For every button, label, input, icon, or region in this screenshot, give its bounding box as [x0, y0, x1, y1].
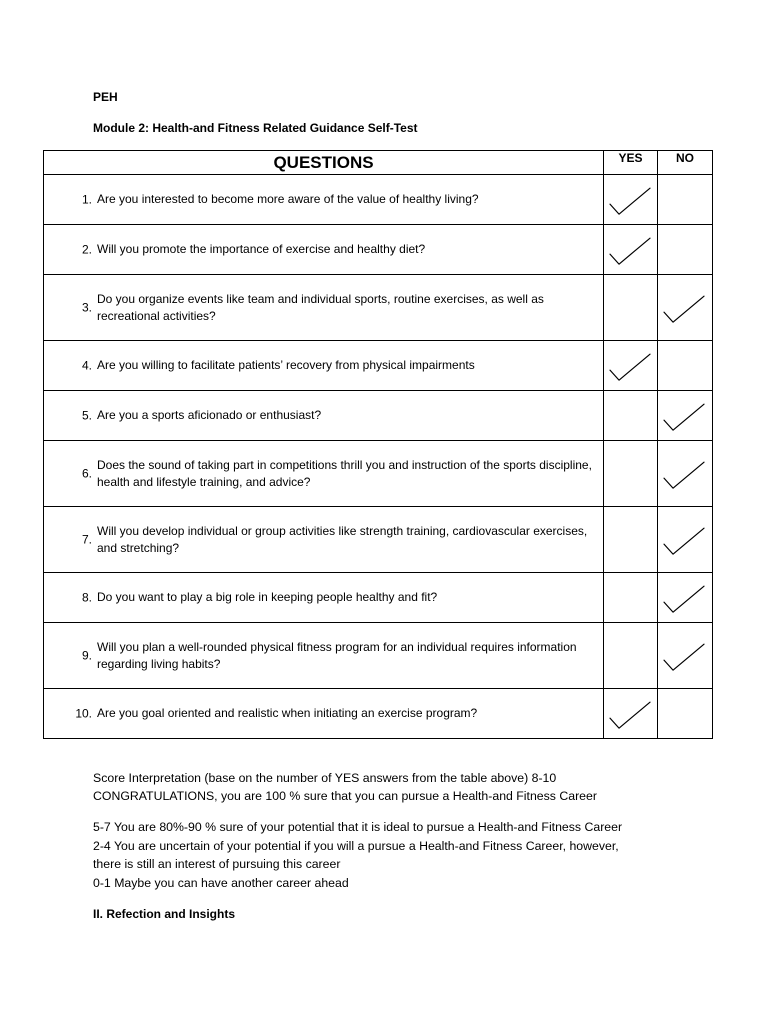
- table-row: [44, 175, 713, 225]
- question-text: Will you develop individual or group activities like strength training, cardiovascular exercises, and stretching?: [97, 523, 588, 555]
- yes-cell[interactable]: [604, 573, 658, 623]
- table-header-row: [44, 151, 713, 175]
- question-number: 2.: [81, 242, 92, 256]
- yes-cell[interactable]: [604, 175, 658, 225]
- table-row: [44, 623, 713, 689]
- yes-cell[interactable]: [604, 507, 658, 573]
- subject-label: PEH: [93, 90, 118, 104]
- question-text: Does the sound of taking part in competitions thrill you and instruction of the sports discipline, health and lifestyle training, and advice?: [97, 457, 592, 489]
- yes-cell[interactable]: [604, 275, 658, 341]
- no-cell[interactable]: [658, 275, 713, 341]
- question-cell: [44, 573, 604, 623]
- question-text: Will you plan a well-rounded physical fitness program for an individual requires information regarding living habits?: [97, 639, 577, 671]
- questions-header: QUESTIONS: [44, 151, 604, 175]
- question-text: Are you interested to become more aware of the value of healthy living?: [97, 192, 479, 206]
- module-title: Module 2: Health-and Fitness Related Guidance Self-Test: [93, 121, 418, 135]
- question-cell: [44, 441, 604, 507]
- no-cell[interactable]: [658, 689, 713, 739]
- no-cell[interactable]: [658, 391, 713, 441]
- no-cell[interactable]: [658, 507, 713, 573]
- no-cell[interactable]: [658, 225, 713, 275]
- question-text: Are you goal oriented and realistic when initiating an exercise program?: [97, 706, 478, 720]
- yes-cell[interactable]: [604, 623, 658, 689]
- question-number: 8.: [81, 590, 92, 604]
- table-row: [44, 275, 713, 341]
- question-number: 1.: [81, 192, 92, 206]
- table-row: [44, 391, 713, 441]
- score-range-2-4: 2-4 You are uncertain of your potential if you will a pursue a Health-and Fitness Career, however,: [93, 839, 619, 853]
- score-range-5-7: 5-7 You are 80%-90 % sure of your potential that it is ideal to pursue a Health-and Fitness Career: [93, 820, 623, 834]
- score-congratulations-text: CONGRATULATIONS, you are 100 % sure that you can pursue a Health-and Fitness Career: [93, 789, 597, 803]
- no-cell[interactable]: [658, 175, 713, 225]
- yes-cell[interactable]: [604, 441, 658, 507]
- score-interpretation-text: Score Interpretation (base on the number of YES answers from the table above) 8-10: [93, 771, 557, 785]
- question-cell: [44, 507, 604, 573]
- question-cell: [44, 275, 604, 341]
- question-number: 7.: [81, 532, 92, 546]
- table-row: [44, 573, 713, 623]
- question-number: 9.: [81, 648, 92, 662]
- question-text: Will you promote the importance of exercise and healthy diet?: [97, 242, 426, 256]
- table-row: [44, 341, 713, 391]
- question-text: Are you willing to facilitate patients’ recovery from physical impairments: [97, 358, 475, 372]
- yes-cell[interactable]: [604, 391, 658, 441]
- question-cell: [44, 225, 604, 275]
- no-cell[interactable]: [658, 623, 713, 689]
- table-row: [44, 441, 713, 507]
- score-range-2-4-cont: there is still an interest of pursuing this career: [93, 857, 341, 871]
- table-row: [44, 225, 713, 275]
- question-number: 3.: [81, 300, 92, 314]
- no-cell[interactable]: [658, 573, 713, 623]
- question-number: 5.: [81, 408, 92, 422]
- question-cell: [44, 175, 604, 225]
- question-text: Do you organize events like team and individual sports, routine exercises, as well as recreational activities?: [97, 291, 544, 323]
- yes-cell[interactable]: [604, 225, 658, 275]
- question-cell: [44, 623, 604, 689]
- question-number: 6.: [81, 466, 92, 480]
- section-reflection-title: II. Refection and Insights: [93, 907, 236, 921]
- no-cell[interactable]: [658, 441, 713, 507]
- yes-cell[interactable]: [604, 689, 658, 739]
- table-row: [44, 507, 713, 573]
- score-range-0-1: 0-1 Maybe you can have another career ahead: [93, 876, 349, 890]
- question-text: Are you a sports aficionado or enthusiast?: [97, 408, 322, 422]
- question-number: 10.: [75, 706, 92, 720]
- yes-header: YES: [604, 151, 658, 175]
- question-text: Do you want to play a big role in keeping people healthy and fit?: [97, 590, 438, 604]
- question-number: 4.: [81, 358, 92, 372]
- no-cell[interactable]: [658, 341, 713, 391]
- question-cell: [44, 391, 604, 441]
- question-cell: [44, 689, 604, 739]
- self-test-table: [43, 150, 713, 739]
- table-row: [44, 689, 713, 739]
- yes-cell[interactable]: [604, 341, 658, 391]
- question-cell: [44, 341, 604, 391]
- no-header: NO: [658, 151, 713, 175]
